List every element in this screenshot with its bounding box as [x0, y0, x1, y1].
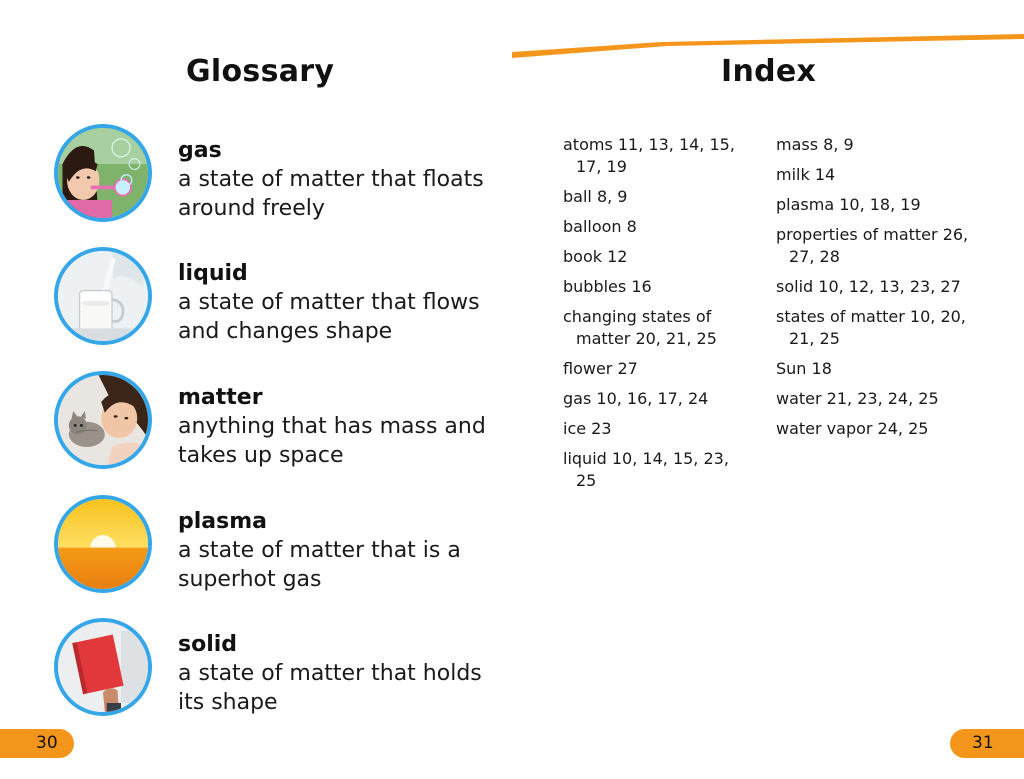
- index-title: Index: [721, 54, 817, 89]
- page-number-left: 30: [0, 729, 74, 758]
- index-entry: milk 14: [776, 165, 836, 184]
- glossary-definition: a state of matter that holds its shape: [178, 661, 482, 715]
- index-entry: balloon 8: [563, 217, 637, 236]
- index-entry: atoms 11, 13, 14, 15, 17, 19: [563, 135, 735, 176]
- index-entry: plasma 10, 18, 19: [776, 195, 921, 214]
- index-column-1: [563, 134, 753, 500]
- index-entry: Sun 18: [776, 359, 832, 378]
- glossary-term: gas: [178, 138, 222, 163]
- index-entry: solid 10, 12, 13, 23, 27: [776, 277, 961, 296]
- matter-photo: [54, 371, 152, 469]
- index-entry: ball 8, 9: [563, 187, 628, 206]
- index-entry: states of matter 10, 20, 21, 25: [776, 307, 966, 348]
- glossary-term: solid: [178, 632, 238, 657]
- index-entry: bubbles 16: [563, 277, 652, 296]
- index-entry: water vapor 24, 25: [776, 419, 929, 438]
- index-entry: book 12: [563, 247, 628, 266]
- glossary-definition: anything that has mass and takes up space: [178, 414, 486, 468]
- index-entry: properties of matter 26, 27, 28: [776, 225, 969, 266]
- gas-photo: [54, 124, 152, 222]
- plasma-photo: [54, 495, 152, 593]
- index-entry: flower 27: [563, 359, 638, 378]
- liquid-photo: [54, 247, 152, 345]
- glossary-title: Glossary: [186, 54, 335, 89]
- index-column-2: [776, 134, 986, 448]
- glossary-term: plasma: [178, 509, 267, 534]
- glossary-definition: a state of matter that is a superhot gas: [178, 538, 461, 592]
- index-page: [512, 0, 1024, 779]
- index-entry: liquid 10, 14, 15, 23, 25: [563, 449, 729, 490]
- index-entry: ice 23: [563, 419, 612, 438]
- index-entry: gas 10, 16, 17, 24: [563, 389, 709, 408]
- solid-photo: [54, 618, 152, 716]
- page-number-right: 31: [950, 729, 1024, 758]
- glossary-term: liquid: [178, 261, 248, 286]
- index-entry: changing states of matter 20, 21, 25: [563, 307, 717, 348]
- glossary-definition: a state of matter that floats around freely: [178, 167, 484, 221]
- glossary-term: matter: [178, 385, 263, 410]
- index-entry: mass 8, 9: [776, 135, 854, 154]
- glossary-definition: a state of matter that flows and changes shape: [178, 290, 480, 344]
- index-entry: water 21, 23, 24, 25: [776, 389, 939, 408]
